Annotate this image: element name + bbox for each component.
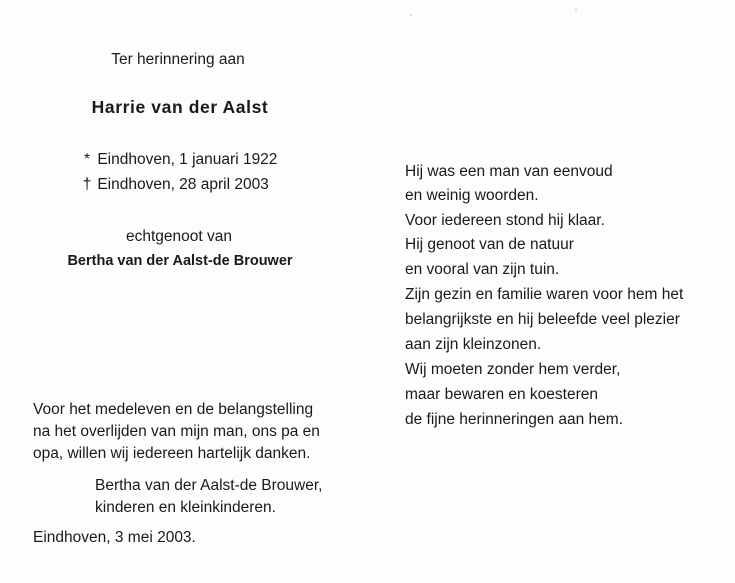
death-text: Eindhoven, 28 april 2003 [97,176,269,193]
thanks-line: opa, willen wij iedereen hartelijk danken. [33,445,311,462]
poem-line: en vooral van zijn tuin. [405,261,560,278]
deceased-name: Harrie van der Aalst [91,97,269,117]
spouse-name: Bertha van der Aalst-de Brouwer [67,253,293,269]
poem-line: Hij was een man van eenvoud [405,163,613,180]
death-line [81,175,269,195]
birth-star-icon: * [83,151,91,168]
death-cross-icon: † [82,176,92,193]
poem-line: maar bewaren en koesteren [405,386,599,403]
signature-line: kinderen en kleinkinderen. [95,499,276,516]
specks [410,14,412,16]
signature-line: Bertha van der Aalst-de Brouwer, [95,477,323,494]
spouse-intro: echtgenoot van [125,228,233,245]
poem-line: aan zijn kleinzonen. [405,336,542,353]
poem-line: belangrijkste en hij beleefde veel plezier [405,311,680,328]
birth-text: Eindhoven, 1 januari 1922 [97,151,278,168]
poem-line: Voor iedereen stond hij klaar. [405,212,605,229]
birth-line [81,150,277,170]
poem-line: en weinig woorden. [405,187,539,204]
poem-line: Zijn gezin en familie waren voor hem het [405,286,684,303]
poem-line: Wij moeten zonder hem verder, [405,361,621,378]
intro-text: Ter herinnering aan [111,51,245,68]
thanks-line: na het overlijden van mijn man, ons pa en [33,423,320,440]
specks [575,9,577,11]
thanks-line: Voor het medeleven en de belangstelling [33,401,314,418]
place-date: Eindhoven, 3 mei 2003. [33,529,196,546]
poem-line: Hij genoot van de natuur [405,236,574,253]
poem-line: de fijne herinneringen aan hem. [405,411,624,428]
